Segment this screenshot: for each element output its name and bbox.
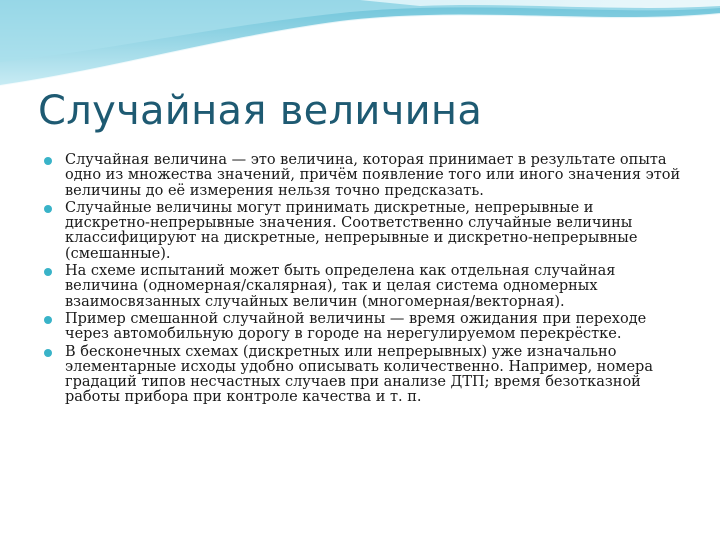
bullet-text: Случайные величины могут принимать дискретные, непрерывные и дискретно-непрерывные значения. Соответственно случайные величины классифицируют на дискретные, непрерывные и дискретно-непрерывные (смешанные). [65, 199, 638, 262]
bullet-dot-icon [44, 316, 52, 324]
slide-title: Случайная величина [38, 88, 483, 134]
bullet-text: В бесконечных схемах (дискретных или непрерывных) уже изначально элементарные исходы удобно описывать количественно. Например, номера градаций типов несчастных случаев при анализе ДТП; время безотказной работы прибора при контроле качества и т. п. [65, 343, 653, 406]
bullet-dot-icon [44, 268, 52, 276]
bullet-text: На схеме испытаний может быть определена как отдельная случайная величина (одномерная/скалярная), так и целая система одномерных взаимосвязанных случайных величин (многомерная/векторная). [65, 263, 616, 310]
bullet-item [42, 312, 682, 343]
bullet-dot-icon [44, 157, 52, 165]
bullet-item [42, 264, 682, 310]
bullet-list [42, 153, 682, 408]
bullet-item [42, 345, 682, 406]
bullet-text: Пример смешанной случайной величины — время ожидания при переходе через автомобильную дорогу в городе на нерегулируемом перекрёстке. [65, 310, 647, 343]
bullet-item [42, 201, 682, 262]
header-wave-decoration [0, 0, 720, 90]
bullet-dot-icon [44, 205, 52, 213]
bullet-dot-icon [44, 349, 52, 357]
bullet-text: Случайная величина — это величина, которая принимает в результате опыта одно из множества значений, причём появление того или иного значения этой величины до её измерения нельзя точно предсказать. [65, 152, 681, 199]
bullet-item [42, 153, 682, 199]
